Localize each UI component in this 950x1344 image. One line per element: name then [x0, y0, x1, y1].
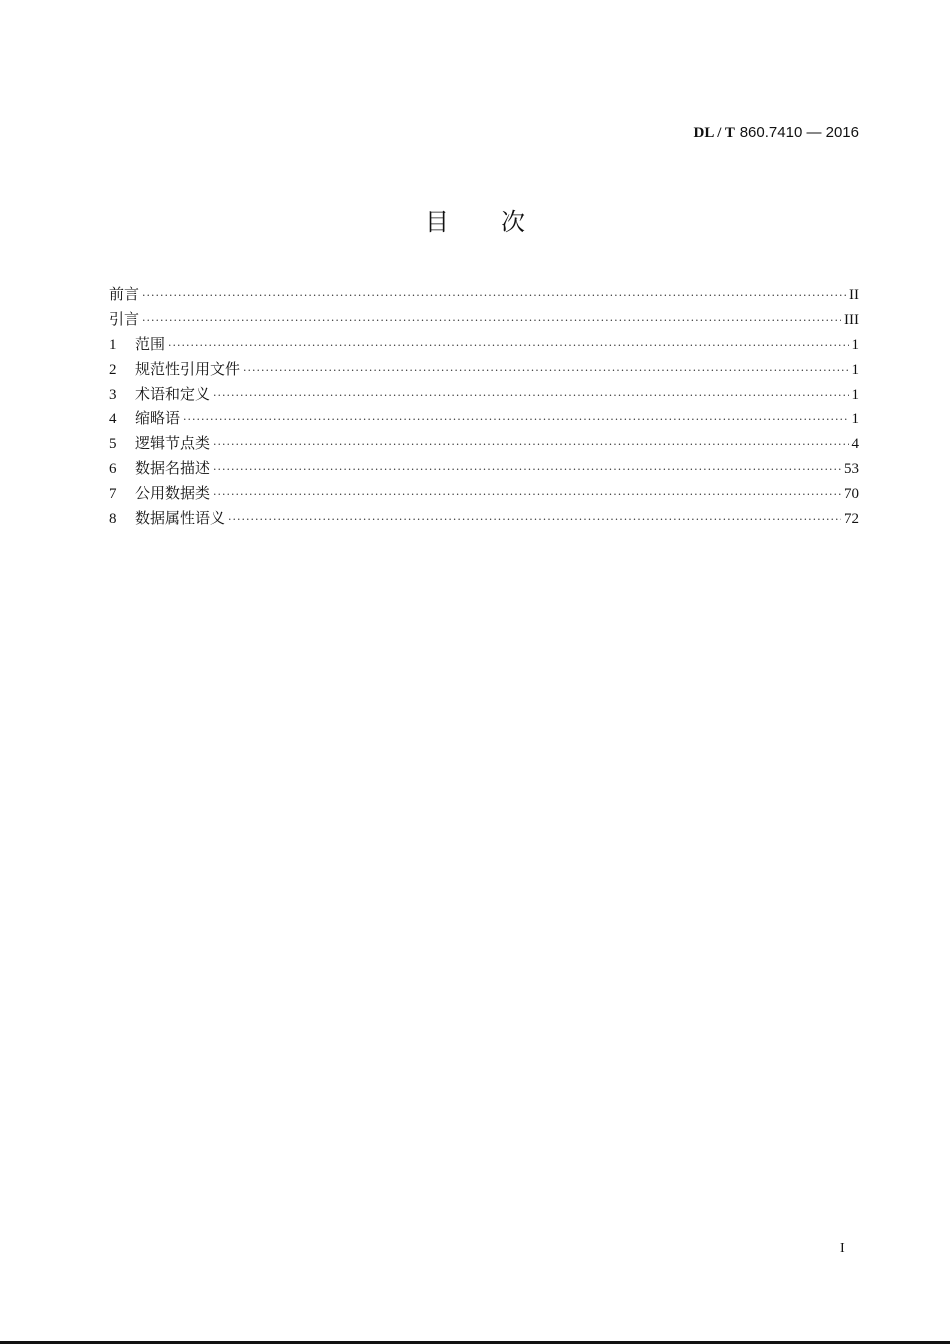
toc-entry-page: 1 — [851, 336, 859, 353]
toc-entry-page: II — [849, 287, 859, 303]
toc-entry-4[interactable] — [109, 406, 859, 431]
toc-entry-3[interactable] — [109, 382, 859, 407]
toc-entry-page: 70 — [844, 486, 859, 503]
page-header — [694, 123, 859, 142]
toc-entry-label: 术语和定义 — [135, 384, 211, 403]
toc-entry-label: 引言 — [109, 309, 140, 328]
standard-number: 860.7410 — 2016 — [739, 124, 859, 141]
toc-leader-dots — [213, 458, 841, 483]
toc-entry-page: 1 — [851, 361, 859, 378]
toc-entry-number: 7 — [109, 486, 117, 503]
toc-entry-1[interactable] — [109, 332, 859, 357]
toc-entry-label: 前言 — [109, 285, 140, 303]
toc-leader-dots — [213, 384, 848, 409]
toc-entry-label: 公用数据类 — [135, 484, 211, 503]
toc-leader-dots — [243, 359, 848, 384]
toc-entry-label: 数据名描述 — [135, 459, 211, 478]
toc-entry-label: 数据属性语义 — [135, 509, 226, 528]
toc-entry-6[interactable] — [109, 456, 859, 481]
toc-entry-page: 4 — [851, 436, 859, 453]
toc-entry-number: 1 — [109, 336, 117, 353]
toc-entry-5[interactable] — [109, 431, 859, 456]
page-title: 目次 — [425, 208, 577, 236]
toc-entry-label: 范围 — [135, 334, 166, 353]
toc-leader-dots — [142, 284, 846, 309]
toc-entry-preface[interactable] — [109, 282, 859, 307]
toc-entry-label: 逻辑节点类 — [135, 434, 211, 453]
toc-entry-page: III — [844, 311, 859, 328]
toc-leader-dots — [213, 433, 848, 458]
toc-entry-page: 1 — [851, 386, 859, 403]
toc-entry-number: 5 — [109, 436, 117, 453]
toc-entry-page: 53 — [844, 461, 859, 478]
toc-leader-dots — [183, 408, 848, 433]
toc-entry-number: 4 — [109, 411, 117, 428]
toc-entry-8[interactable] — [109, 506, 859, 531]
table-of-contents — [109, 282, 859, 531]
toc-entry-number: 3 — [109, 386, 117, 403]
toc-entry-page: 72 — [844, 511, 859, 528]
toc-entry-number: 6 — [109, 461, 117, 478]
toc-entry-2[interactable] — [109, 357, 859, 382]
toc-leader-dots — [228, 508, 841, 533]
toc-entry-introduction[interactable] — [109, 307, 859, 332]
toc-entry-page: 1 — [851, 411, 859, 428]
toc-entry-number: 8 — [109, 511, 117, 528]
toc-entry-number: 2 — [109, 361, 117, 378]
toc-leader-dots — [168, 334, 848, 359]
toc-entry-7[interactable] — [109, 481, 859, 506]
standard-code: DL / T — [693, 125, 735, 141]
toc-entry-label: 缩略语 — [135, 409, 181, 428]
page-number: I — [840, 1241, 845, 1256]
toc-leader-dots — [142, 309, 841, 334]
toc-entry-label: 规范性引用文件 — [135, 359, 241, 378]
toc-leader-dots — [213, 483, 841, 508]
